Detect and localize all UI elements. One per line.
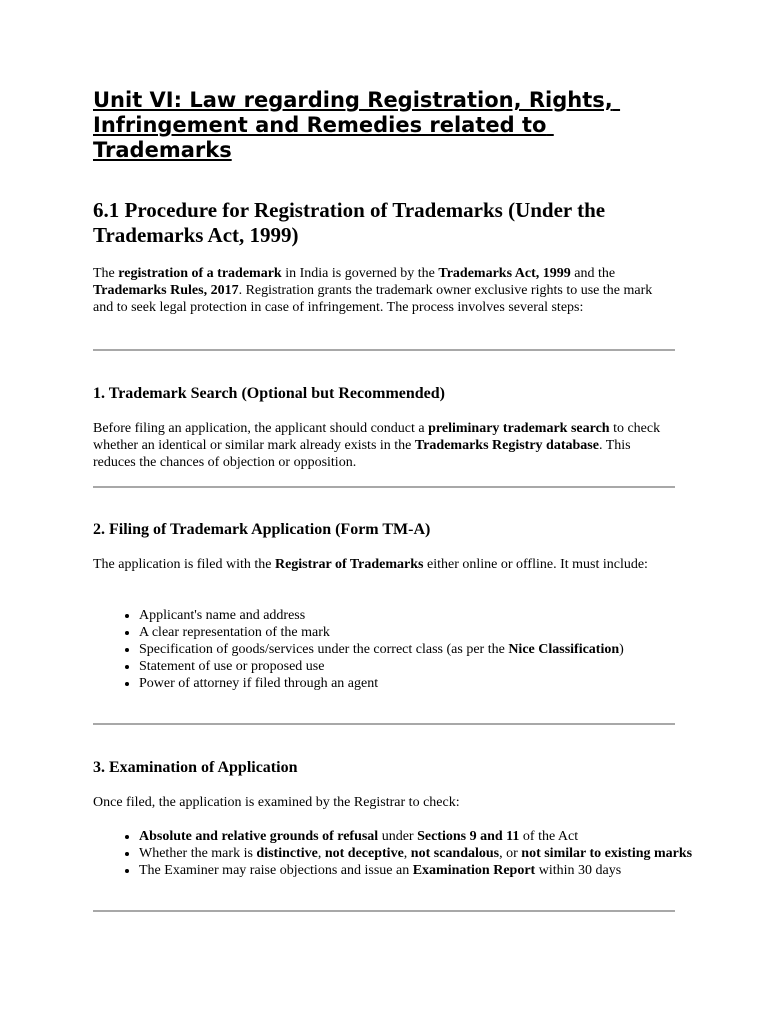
item-text: , [317,846,325,861]
intro-text-2: in India is governed by the [281,266,439,281]
unit-title-line2: Infringement and Remedies related to [93,113,547,137]
divider-2 [93,486,675,488]
step3-heading: 3. Examination of Application [93,759,298,776]
section-title-line1: 6.1 Procedure for Registration of Trademarks (Under the [93,198,606,222]
item-bold: not similar to existing marks [521,846,693,861]
section-title [93,198,675,248]
step1-bold-2: Trademarks Registry database [414,438,599,453]
step2-text-1: The application is filed with the [93,557,275,572]
item-text: The Examiner may raise objections and issue an [139,863,413,878]
item-text: , or [499,846,522,861]
step2-text-2: either online or offline. It must include: [423,557,648,572]
step3-paragraph: Once filed, the application is examined by the Registrar to check: [93,795,460,810]
item-bold: Absolute and relative grounds of refusal [139,829,379,844]
item-bold: Sections 9 and 11 [417,829,520,844]
divider-4 [93,910,675,912]
intro-bold-2: Trademarks Act, 1999 [438,266,571,281]
step3-list [93,828,721,879]
intro-text-3: and the [570,266,616,281]
list-item [139,862,721,879]
item-text: ) [619,642,624,657]
item-text: within 30 days [535,863,622,878]
intro-bold-3: Trademarks Rules, 2017 [93,283,239,298]
item-text: Specification of goods/services under the correct class (as per the [139,642,509,657]
item-bold: not scandalous [410,846,500,861]
step2-heading: 2. Filing of Trademark Application (Form TM-A) [93,521,431,538]
step1-text-3: . This reduces the chances of objection or opposition. [93,438,631,470]
step1-bold-1: preliminary trademark search [428,421,610,436]
item-bold: not deceptive [324,846,404,861]
item-text: under [378,829,418,844]
step1-text-2: to check whether an identical or similar mark already exists in the [93,421,661,453]
list-item: • Applicant's name and address [139,607,721,624]
item-bold: Nice Classification [508,642,620,657]
step1-text-1: Before filing an application, the applicant should conduct a [93,421,429,436]
item-bold: Examination Report [412,863,536,878]
intro-text-1: The [93,266,119,281]
unit-title-line1: Unit VI: Law regarding Registration, Rights, [93,88,613,112]
list-item [139,641,721,658]
section-title-line2: Trademarks Act, 1999) [93,223,299,247]
divider-1 [93,349,675,351]
step2-paragraph [93,556,675,573]
step1-heading: 1. Trademark Search (Optional but Recommended) [93,385,445,402]
item-bold: distinctive [256,846,318,861]
unit-title-line3: Trademarks [93,138,232,162]
intro-bold-1: registration of a trademark [118,266,282,281]
unit-title [93,86,675,163]
list-item: • A clear representation of the mark [139,624,721,641]
item-text: , [403,846,411,861]
item-text: Whether the mark is [139,846,257,861]
list-item: • Power of attorney if filed through an agent [139,675,721,692]
list-item [139,828,721,845]
intro-text-4: . Registration grants the trademark owner exclusive rights to use the mark and to seek legal protection in case of infringement. The process involves several steps: [93,283,653,315]
step1-paragraph [93,420,675,471]
intro-paragraph [93,265,675,316]
list-item [139,845,721,862]
step2-bold-1: Registrar of Trademarks [274,557,424,572]
item-text: of the Act [519,829,579,844]
step2-list [93,607,721,692]
list-item: • Statement of use or proposed use [139,658,721,675]
divider-3 [93,723,675,725]
